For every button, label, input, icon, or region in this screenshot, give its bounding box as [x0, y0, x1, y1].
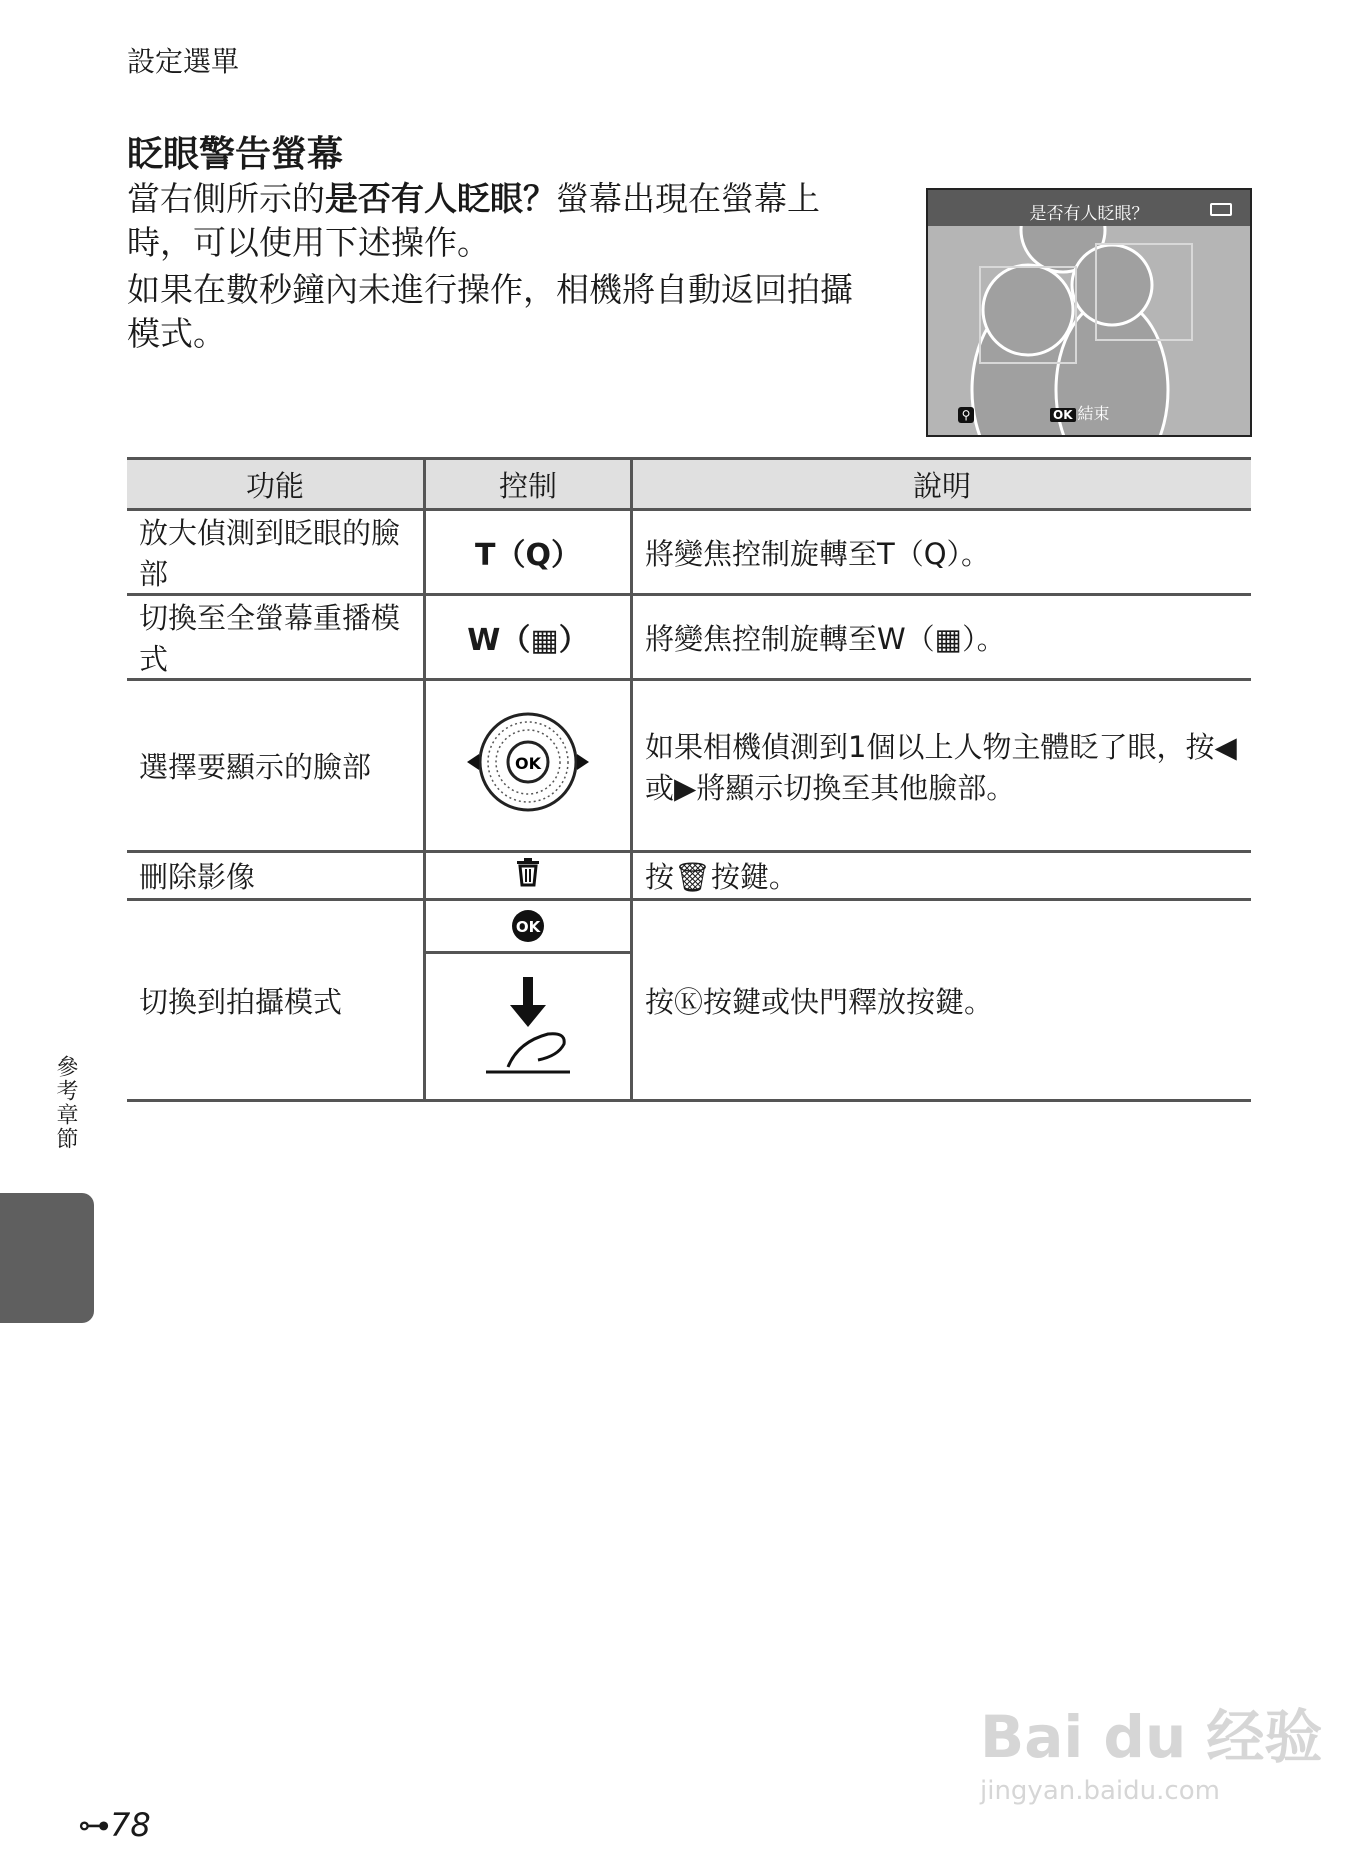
multi-selector-icon	[463, 707, 593, 817]
table-row	[127, 595, 1251, 680]
svg-text:OK: OK	[515, 918, 541, 936]
intro-post: 螢幕出現在螢幕上時，可以使用下述操作。	[127, 179, 820, 262]
screen-title-bar	[928, 190, 1250, 226]
row-function: 切換至全螢幕重播模式	[127, 595, 425, 680]
breadcrumb: 設定選單	[127, 45, 240, 78]
row-control: W（▦）	[425, 595, 632, 680]
intro-paragraph	[127, 177, 857, 265]
timeout-paragraph: 如果在數秒鐘內未進行操作，相機將自動返回拍攝模式。	[127, 270, 853, 353]
row-function: 切換到拍攝模式	[127, 900, 425, 1101]
page-number	[78, 1806, 151, 1844]
ok-icon	[510, 908, 546, 944]
row-description: 按🗑按鍵。	[632, 852, 1252, 900]
header-function: 功能	[127, 459, 425, 510]
header-description: 說明	[632, 459, 1252, 510]
table-row	[127, 680, 1251, 852]
table-row	[127, 852, 1251, 900]
shutter-release-icon	[478, 972, 578, 1082]
row-control	[425, 900, 632, 1101]
row-description: 如果相機偵測到1個以上人物主體眨了眼，按◀或▶將顯示切換至其他臉部。	[632, 680, 1252, 852]
watermark-url: jingyan.baidu.com	[980, 1776, 1220, 1806]
svg-text:OK: OK	[515, 754, 541, 773]
page-number-value: 78	[110, 1806, 151, 1844]
row-description: 將變焦控制旋轉至W（▦）。	[632, 595, 1252, 680]
ok-button-cell	[426, 901, 630, 954]
section-title: 眨眼警告螢幕	[127, 134, 344, 175]
intro-bold: 是否有人眨眼？	[325, 179, 556, 218]
screen-question: 是否有人眨眼？	[1029, 204, 1149, 224]
table-header-row	[127, 459, 1251, 510]
row-function: 放大偵測到眨眼的臉部	[127, 510, 425, 595]
intro-pre: 當右側所示的	[127, 179, 325, 218]
reference-icon: ⊶	[78, 1806, 110, 1844]
row-control	[425, 680, 632, 852]
row-control: T（Q）	[425, 510, 632, 595]
screen-ok-hint	[1050, 401, 1110, 424]
row-function: 選擇要顯示的臉部	[127, 680, 425, 852]
screen-ok-label: 結束	[1077, 404, 1110, 423]
table-row	[127, 510, 1251, 595]
row-description: 按Ⓚ按鍵或快門釋放按鍵。	[632, 900, 1252, 1101]
operations-table	[127, 457, 1251, 1102]
watermark: Bai du 经验	[980, 1703, 1323, 1771]
camera-screen-illustration	[926, 188, 1252, 437]
trash-icon	[514, 857, 542, 887]
header-control: 控制	[425, 459, 632, 510]
shutter-cell	[426, 954, 630, 1099]
chapter-tab	[0, 1193, 94, 1323]
zoom-icon: ⚲	[958, 407, 974, 423]
table-row	[127, 900, 1251, 1101]
row-function: 刪除影像	[127, 852, 425, 900]
ok-icon: OK	[1050, 408, 1076, 422]
row-control	[425, 852, 632, 900]
battery-icon	[1210, 203, 1232, 216]
row-description: 將變焦控制旋轉至T（Q）。	[632, 510, 1252, 595]
faces-illustration	[928, 190, 1250, 435]
sidebar-label: 參考章節	[53, 1055, 78, 1151]
